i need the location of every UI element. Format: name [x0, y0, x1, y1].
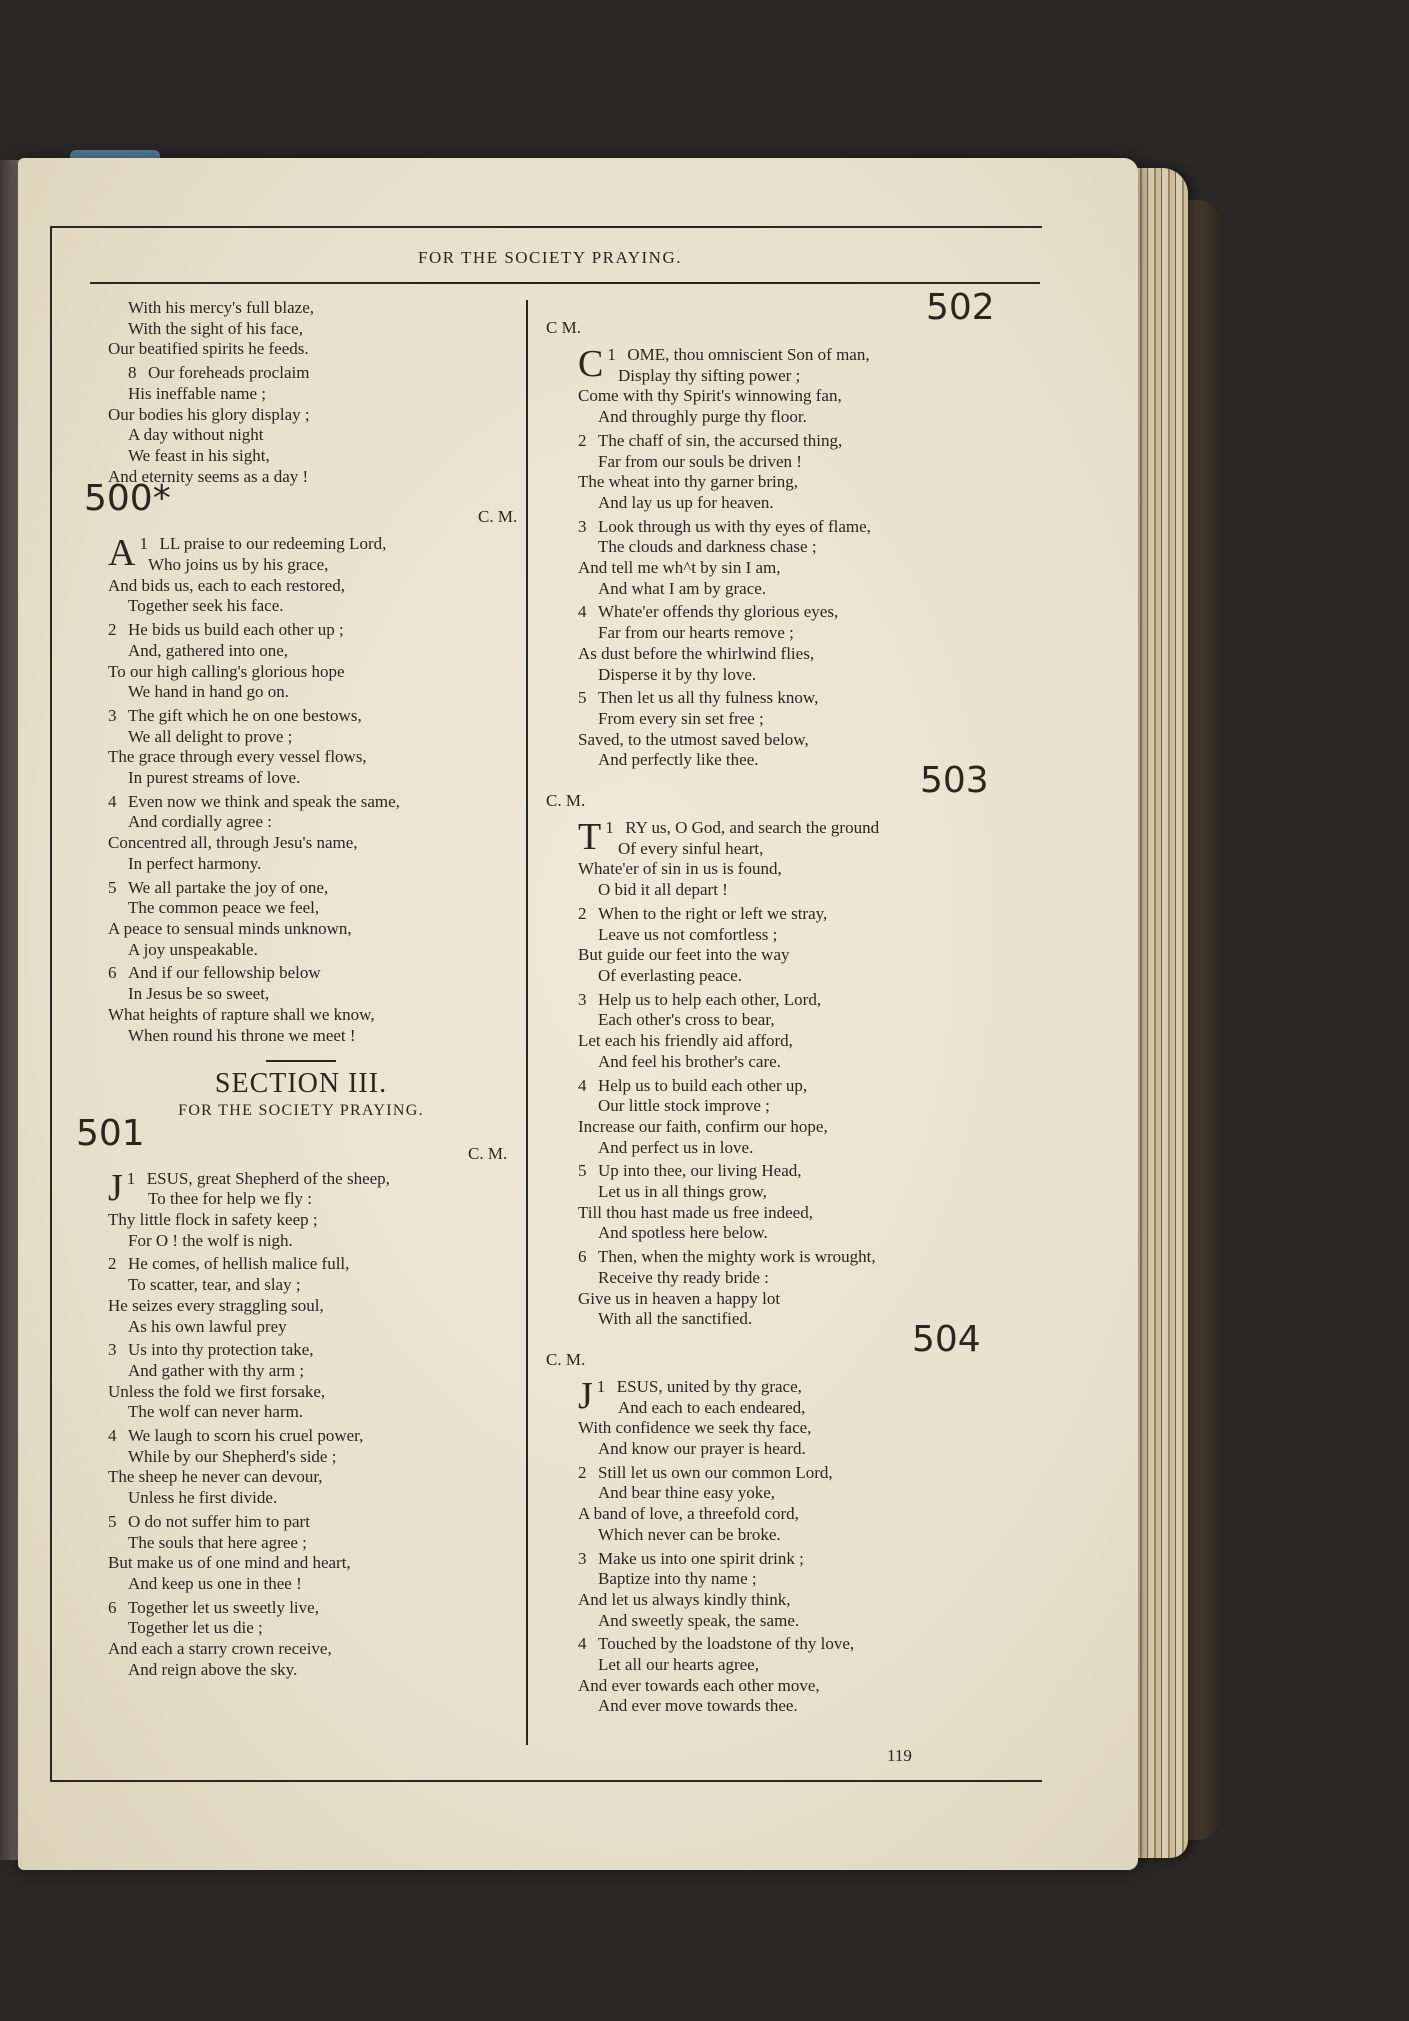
verse-line: Give us in heaven a happy lot [578, 1288, 781, 1308]
stanza-number: 2 [108, 620, 117, 640]
stanza-number: 6 [108, 1597, 117, 1617]
verse-line: In perfect harmony. [128, 853, 262, 873]
hymn-number: 501 [76, 1112, 145, 1154]
verse-line: What heights of rapture shall we know, [108, 1004, 375, 1024]
stanza [546, 1374, 1016, 1460]
verse-line: And eternity seems as a day ! [108, 466, 309, 486]
verse-line: The souls that here agree ; [128, 1532, 307, 1552]
verse-line: 4 We laugh to scorn his cruel power, [108, 1426, 364, 1446]
stanza [546, 818, 1016, 901]
verse-line: From every sin set free ; [598, 708, 764, 728]
verse-line: And throughly purge thy floor. [598, 407, 807, 427]
verse-line: And each to each endeared, [618, 1397, 806, 1417]
verse-line: And spotless here below. [598, 1223, 768, 1243]
verse-line: And gather with thy arm ; [128, 1360, 305, 1380]
verse-line: As his own lawful prey [128, 1316, 287, 1336]
verse-line: 1 J ESUS, great Shepherd of the sheep, [108, 1166, 390, 1209]
stanza [76, 1254, 526, 1337]
hymn-meter: C. M. [546, 1349, 586, 1369]
verse-line: Unless he first divide. [128, 1488, 278, 1508]
verse-line: Far from our souls be driven ! [598, 451, 802, 471]
verse-line: 5 O do not suffer him to part [108, 1511, 310, 1531]
verse-line: With the sight of his face, [128, 318, 303, 338]
stanza-number: 3 [578, 516, 587, 536]
verse-line: And bids us, each to each restored, [108, 575, 345, 595]
verse-line: 2 Still let us own our common Lord, [578, 1462, 833, 1482]
hymn-number: 504 [912, 1318, 981, 1360]
stanza-number: 5 [578, 1161, 587, 1181]
stanza-number: 6 [578, 1247, 587, 1267]
verse-line: And keep us one in thee ! [128, 1573, 302, 1593]
verse-line: We all delight to prove ; [128, 726, 293, 746]
verse-line: 2 He bids us build each other up ; [108, 620, 344, 640]
stanza-number: 2 [578, 903, 587, 923]
left-column [76, 298, 526, 1680]
hymn-502 [546, 345, 1016, 771]
verse-line: And tell me wh^t by sin I am, [578, 558, 781, 578]
verse-line: Of every sinful heart, [618, 838, 764, 858]
verse-line: Disperse it by thy love. [598, 664, 757, 684]
verse-line: 1 C OME, thou omniscient Son of man, [578, 343, 870, 385]
stanza [546, 688, 1016, 771]
verse-line: Our beatified spirits he feeds. [108, 339, 309, 359]
verse-line: And what I am by grace. [598, 578, 767, 598]
verse-line: Display thy sifting power ; [618, 365, 801, 385]
verse-line: And perfectly like thee. [598, 750, 759, 770]
stanza-number: 1 [126, 1168, 136, 1188]
verse-line: A joy unspeakable. [128, 939, 258, 959]
verse-line: Unless the fold we first forsake, [108, 1381, 326, 1401]
verse-line: 2 The chaff of sin, the accursed thing, [578, 430, 843, 450]
verse-line: 6 Then, when the mighty work is wrought, [578, 1247, 876, 1267]
hymn-501 [76, 1166, 526, 1681]
stanza [76, 1512, 526, 1595]
stanza-number: 2 [108, 1254, 117, 1274]
stanza [546, 1161, 1016, 1244]
stanza [546, 1634, 1016, 1717]
drop-cap: J [108, 1166, 123, 1209]
verse-line: Which never can be broke. [598, 1524, 781, 1544]
stanza-number: 5 [108, 1511, 117, 1531]
verse-line: 4 Whate'er offends thy glorious eyes, [578, 602, 839, 622]
verse-line: 3 Look through us with thy eyes of flame, [578, 516, 871, 536]
stanza-number: 4 [108, 1426, 117, 1446]
hymn-number: 502 [926, 287, 995, 328]
stanza-number: 4 [578, 1634, 587, 1654]
verse-line: Together let us die ; [128, 1618, 263, 1638]
hymn-503 [546, 818, 1016, 1330]
verse-line: Saved, to the utmost saved below, [578, 729, 809, 749]
stanza-number: 1 [605, 818, 614, 838]
verse-line: To scatter, tear, and slay ; [128, 1275, 301, 1295]
stanza-number: 8 [128, 363, 137, 383]
stanza-number: 4 [578, 602, 587, 622]
stanza [76, 1340, 526, 1423]
verse-line: He seizes every straggling soul, [108, 1295, 324, 1315]
verse-line: The clouds and darkness chase ; [598, 537, 817, 557]
verse-line: In Jesus be so sweet, [128, 984, 270, 1004]
verse-line: Baptize into thy name ; [598, 1569, 757, 1589]
stanza-number: 2 [578, 1462, 587, 1482]
verse-line: 5 We all partake the joy of one, [108, 877, 329, 897]
stanza-number: 3 [108, 1340, 117, 1360]
stanza-number: 4 [578, 1075, 587, 1095]
verse-line: And bear thine easy yoke, [598, 1483, 776, 1503]
verse-line: Receive thy ready bride : [598, 1267, 769, 1287]
verse-line: Whate'er of sin in us is found, [578, 859, 782, 879]
stanza [76, 706, 526, 789]
verse-line: The common peace we feel, [128, 898, 320, 918]
stanza [76, 1426, 526, 1509]
stanza-number: 2 [578, 430, 587, 450]
stanza [76, 792, 526, 875]
stanza-number: 1 [596, 1376, 606, 1396]
stanza-number: 5 [578, 688, 587, 708]
stanza-number: 1 [139, 534, 148, 554]
hymn-504 [546, 1374, 1016, 1717]
verse-line: 3 Make us into one spirit drink ; [578, 1548, 804, 1568]
hymn-500 [76, 534, 526, 1046]
verse-line: With confidence we seek thy face, [578, 1418, 812, 1438]
verse-line: Each other's cross to bear, [598, 1010, 775, 1030]
page-number: 119 [887, 1746, 912, 1765]
hymn-header [76, 478, 526, 531]
section-divider [266, 1060, 336, 1062]
verse-line: And lay us up for heaven. [598, 492, 774, 512]
stanza [546, 1247, 1016, 1330]
hymn-meter: C M. [546, 318, 581, 337]
stanza [546, 1076, 1016, 1159]
verse-line: 4 Even now we think and speak the same, [108, 791, 400, 811]
verse-line: Of everlasting peace. [598, 965, 742, 985]
stanza-number: 3 [578, 1548, 587, 1568]
verse-line: 2 He comes, of hellish malice full, [108, 1254, 350, 1274]
verse-line: 5 Up into thee, our living Head, [578, 1161, 802, 1181]
verse-line: Concentred all, through Jesu's name, [108, 833, 358, 853]
column-rule [526, 300, 528, 1745]
verse-line: And perfect us in love. [598, 1137, 754, 1157]
drop-cap: J [578, 1374, 593, 1417]
verse-line: 3 Help us to help each other, Lord, [578, 989, 822, 1009]
verse-line: But guide our feet into the way [578, 945, 790, 965]
drop-cap: T [578, 816, 602, 859]
verse-line: The wheat into thy garner bring, [578, 472, 798, 492]
verse-line: In purest streams of love. [128, 768, 301, 788]
hymn-meter: C. M. [478, 507, 518, 527]
verse-line: But make us of one mind and heart, [108, 1553, 351, 1573]
stanza [546, 345, 1016, 428]
stanza [76, 1598, 526, 1681]
verse-line: His ineffable name ; [128, 383, 267, 403]
stanza [546, 517, 1016, 600]
verse-line: 1 A LL praise to our redeeming Lord, [108, 532, 387, 575]
hymn-meter: C. M. [468, 1143, 508, 1163]
stanza [76, 534, 526, 617]
verse-line: Come with thy Spirit's winnowing fan, [578, 386, 842, 406]
verse-line: 3 Us into thy protection take, [108, 1340, 314, 1360]
verse-line: While by our Shepherd's side ; [128, 1446, 337, 1466]
verse-line: And reign above the sky. [128, 1659, 298, 1679]
stanza [76, 363, 526, 487]
stanza [76, 1166, 526, 1252]
verse-line: And, gathered into one, [128, 640, 289, 660]
verse-line: Thy little flock in safety keep ; [108, 1210, 318, 1230]
verse-line: A band of love, a threefold cord, [578, 1504, 799, 1524]
stanza [76, 620, 526, 703]
verse-line: The grace through every vessel flows, [108, 747, 367, 767]
right-column [546, 287, 1016, 1717]
header-rule [90, 282, 1040, 284]
verse-line: Let each his friendly aid afford, [578, 1031, 793, 1051]
verse-line: A peace to sensual minds unknown, [108, 918, 352, 938]
verse-line: 1 J ESUS, united by thy grace, [578, 1374, 802, 1417]
verse-line: When round his throne we meet ! [128, 1025, 356, 1045]
verse-line: For O ! the wolf is nigh. [128, 1230, 293, 1250]
verse-line: And cordially agree : [128, 812, 272, 832]
hymn-number: 500* [84, 478, 171, 520]
stanza-number: 1 [607, 345, 616, 364]
verse-line: We hand in hand go on. [128, 682, 290, 702]
hymn-continuation [76, 298, 526, 487]
stanza [546, 602, 1016, 685]
verse-line: Far from our hearts remove ; [598, 623, 794, 643]
verse-line: Increase our faith, confirm our hope, [578, 1116, 828, 1136]
verse-line: The sheep he never can devour, [108, 1467, 323, 1487]
stanza-number: 6 [108, 963, 117, 983]
stanza [546, 1549, 1016, 1632]
verse-line: Who joins us by his grace, [148, 555, 329, 575]
running-head: FOR THE SOCIETY PRAYING. [418, 248, 682, 267]
hymn-number: 503 [920, 760, 989, 802]
verse-line: The wolf can never harm. [128, 1402, 304, 1422]
verse-line: 4 Help us to build each other up, [578, 1075, 808, 1095]
verse-line: 6 And if our fellowship below [108, 963, 321, 983]
verse-line: As dust before the whirlwind flies, [578, 643, 815, 663]
section-title: SECTION III. [214, 1068, 388, 1100]
hymn-meter: C. M. [546, 791, 586, 811]
stanza [76, 963, 526, 1046]
hymn-header [76, 1112, 526, 1166]
verse-line: Till thou hast made us free indeed, [578, 1202, 813, 1222]
verse-line: 4 Touched by the loadstone of thy love, [578, 1634, 855, 1654]
verse-line: 1 T RY us, O God, and search the ground [578, 816, 880, 859]
stanza [546, 431, 1016, 514]
verse-line: With his mercy's full blaze, [128, 298, 315, 317]
stanza-number: 4 [108, 791, 117, 811]
verse-line: And ever move towards thee. [598, 1696, 798, 1716]
verse-line: Our little stock improve ; [598, 1096, 770, 1116]
verse-line: 2 When to the right or left we stray, [578, 903, 828, 923]
verse-line: And ever towards each other move, [578, 1675, 820, 1695]
verse-line: Let all our hearts agree, [598, 1655, 759, 1675]
verse-line: And let us always kindly think, [578, 1589, 791, 1609]
stanza [546, 990, 1016, 1073]
verse-line: Leave us not comfortless ; [598, 924, 778, 944]
verse-line: With all the sanctified. [598, 1309, 753, 1329]
verse-line: To our high calling's glorious hope [108, 661, 345, 681]
drop-cap: C [578, 343, 604, 385]
verse-line: A day without night [128, 425, 264, 445]
verse-line: 3 The gift which he on one bestows, [108, 705, 362, 725]
hymn-header [546, 287, 1016, 342]
verse-line: Our bodies his glory display ; [108, 404, 310, 424]
verse-line: And sweetly speak, the same. [598, 1610, 800, 1630]
stanza [546, 1463, 1016, 1546]
verse-line: 5 Then let us all thy fulness know, [578, 688, 819, 708]
verse-line: O bid it all depart ! [598, 880, 728, 900]
stanza-number: 3 [578, 989, 587, 1009]
verse-line: And each a starry crown receive, [108, 1639, 332, 1659]
verse-line: Together seek his face. [128, 596, 284, 616]
verse-line: Let us in all things grow, [598, 1182, 767, 1202]
verse-line: And feel his brother's care. [598, 1051, 781, 1071]
verse-line: 6 Together let us sweetly live, [108, 1597, 319, 1617]
stanza-number: 3 [108, 705, 117, 725]
stanza-number: 5 [108, 877, 117, 897]
drop-cap: A [108, 532, 136, 575]
verse-line: We feast in his sight, [128, 445, 270, 465]
verse-line: 8 Our foreheads proclaim [128, 363, 310, 383]
stanza [546, 904, 1016, 987]
stanza [76, 878, 526, 961]
verse-line: And know our prayer is heard. [598, 1439, 806, 1459]
verse-line: To thee for help we fly : [148, 1189, 313, 1209]
section-subtitle: FOR THE SOCIETY PRAYING. [178, 1101, 424, 1119]
